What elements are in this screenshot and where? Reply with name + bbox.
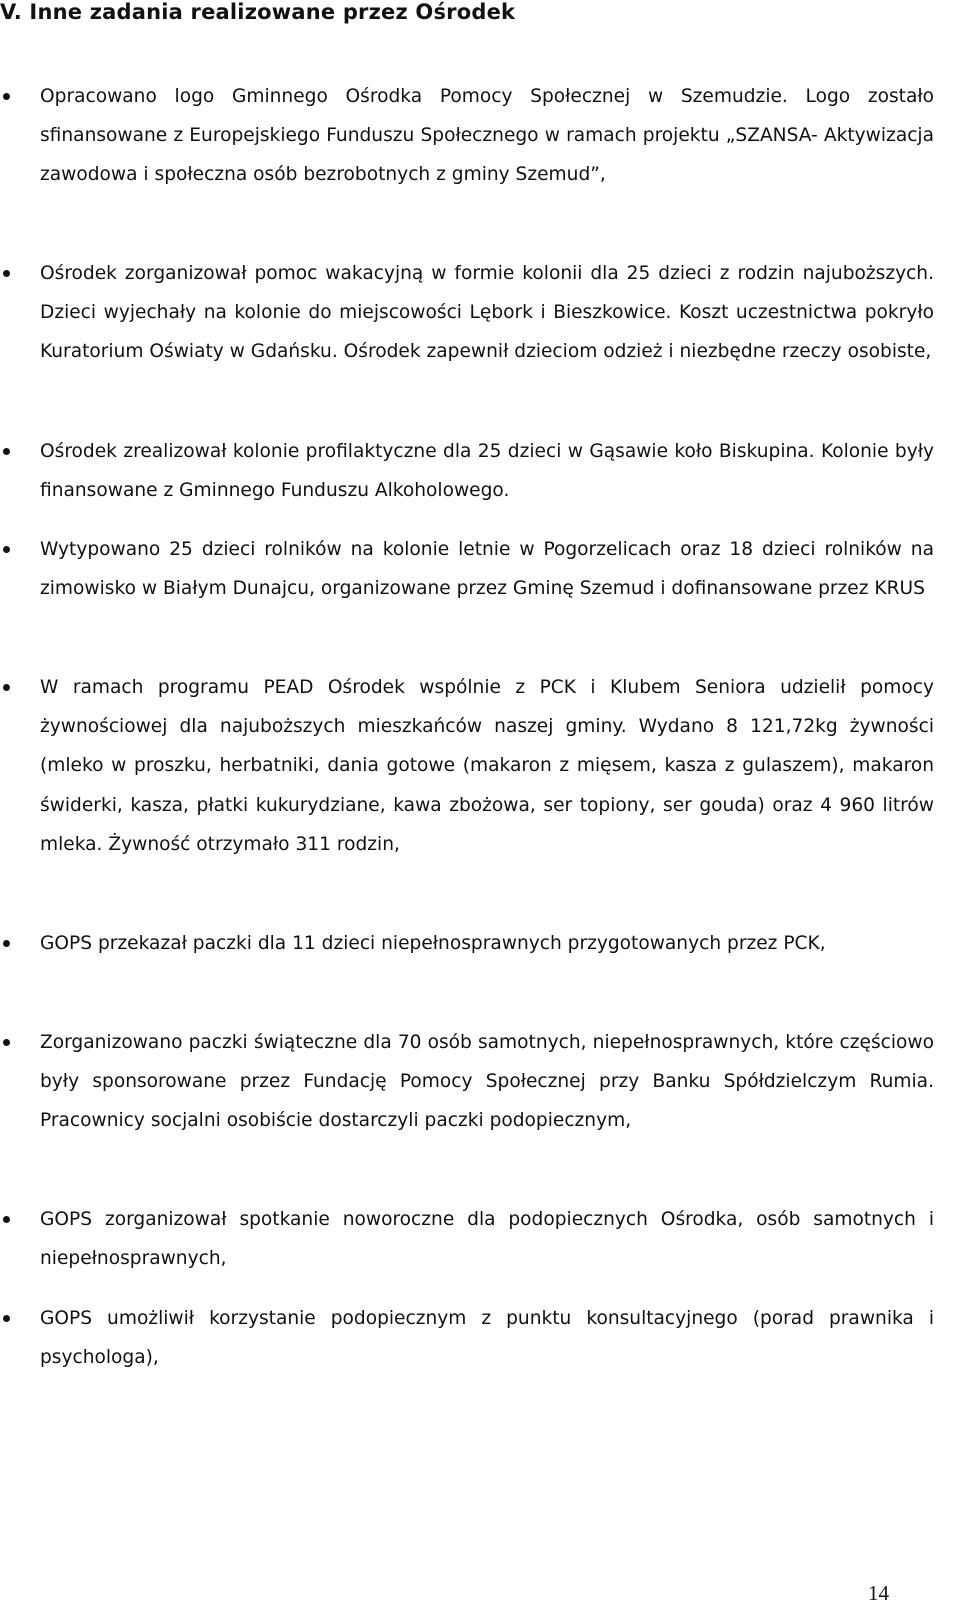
list-item [40,254,934,372]
bullet-icon [3,684,10,691]
list-item [40,924,934,963]
bullet-icon [3,1315,10,1322]
list-item [40,1200,934,1278]
list-item [40,1023,934,1141]
list-item-text: W ramach programu PEAD Ośrodek wspólnie z PCK i Klubem Seniora udzielił pomocy żywnościowej dla najuboższych mieszkańców naszej gminy. Wydano 8 121,72kg żywności (mleko w proszku, herbatniki, dania gotowe (makaron z mięsem, kasza z gulaszem), makaron świderki, kasza, płatki kukurydziane, kawa zbożowa, ser topiony, ser gouda) oraz 4 960 litrów mleka. Żywność otrzymało 311 rodzin, [40,677,934,855]
bullet-icon [3,270,10,277]
bullet-icon [3,1216,10,1223]
list-item-text: Wytypowano 25 dzieci rolników na kolonie letnie w Pogorzelicach oraz 18 dzieci rolników na zimowisko w Białym Dunajcu, organizowane przez Gminę Szemud i dofinansowane przez KRUS [40,539,934,600]
bullet-icon [3,546,10,553]
list-item [40,530,934,608]
list-item [40,1299,934,1377]
bullet-icon [3,1039,10,1046]
bullet-icon [3,940,10,947]
list-item-text: GOPS przekazał paczki dla 11 dzieci niepełnosprawnych przygotowanych przez PCK, [40,933,826,954]
bullet-icon [3,448,10,455]
page-number: 14 [868,1581,889,1605]
list-item-text: Zorganizowano paczki świąteczne dla 70 osób samotnych, niepełnosprawnych, które częściowo były sponsorowane przez Fundację Pomocy Społecznej przy Banku Spółdzielczym Rumia. Pracownicy socjalni osobiście dostarczyli paczki podopiecznym, [40,1032,934,1132]
list-item [40,668,934,864]
list-item-text: Opracowano logo Gminnego Ośrodka Pomocy Społecznej w Szemudzie. Logo zostało sfinansowane z Europejskiego Funduszu Społecznego w ramach projektu „SZANSA- Aktywizacja zawodowa i społeczna osób bezrobotnych z gminy Szemud”, [40,86,934,186]
list-item [40,77,934,195]
list-item-text: Ośrodek zrealizował kolonie profilaktyczne dla 25 dzieci w Gąsawie koło Biskupina. Kolonie były finansowane z Gminnego Funduszu Alkoholowego. [40,441,934,502]
list-item-text: Ośrodek zorganizował pomoc wakacyjną w formie kolonii dla 25 dzieci z rodzin najuboższych. Dzieci wyjechały na kolonie do miejscowości Lębork i Bieszkowice. Koszt uczestnictwa pokryło Kuratorium Oświaty w Gdańsku. Ośrodek zapewnił dzieciom odzież i niezbędne rzeczy osobiste, [40,263,934,363]
section-heading: V. Inne zadania realizowane przez Ośrodek [0,0,516,24]
list-item [40,432,934,510]
list-item-text: GOPS zorganizował spotkanie noworoczne dla podopiecznych Ośrodka, osób samotnych i niepełnosprawnych, [40,1209,934,1270]
bullet-icon [3,93,10,100]
list-item-text: GOPS umożliwił korzystanie podopiecznym z punktu konsultacyjnego (porad prawnika i psychologa), [40,1308,934,1369]
